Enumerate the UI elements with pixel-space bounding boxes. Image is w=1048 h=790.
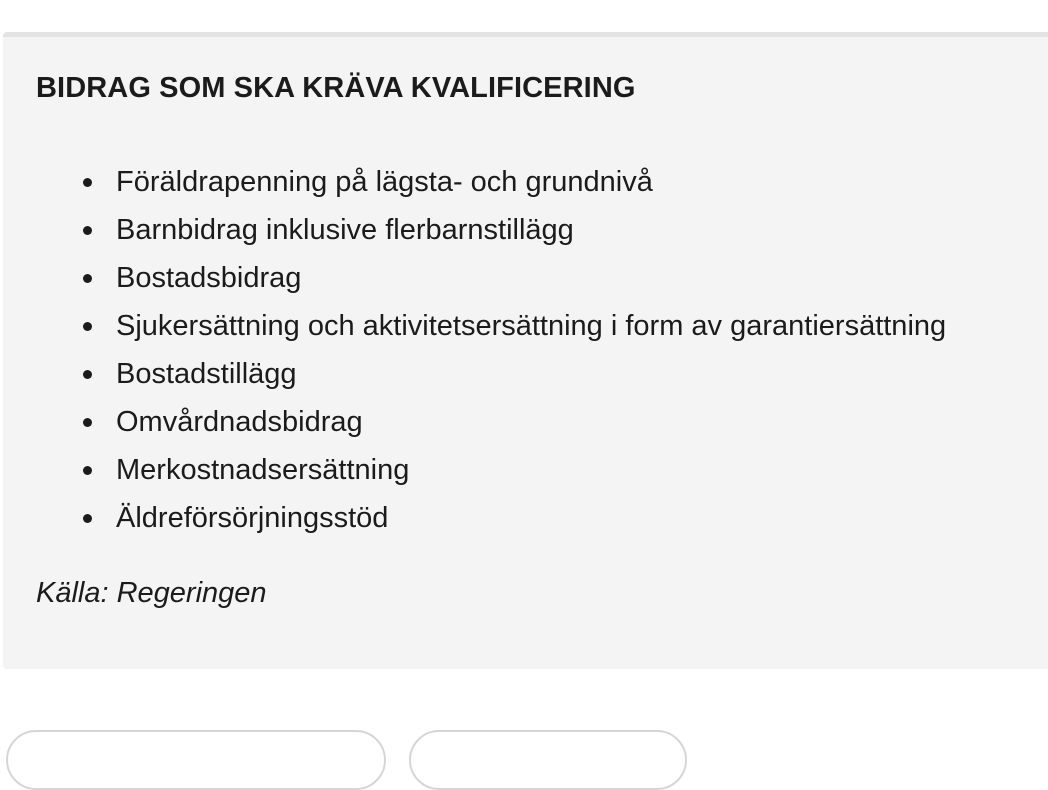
bullet-icon: [83, 274, 92, 283]
bullet-icon: [83, 322, 92, 331]
list-item: [3, 254, 946, 302]
bullet-icon: [83, 466, 92, 475]
bullet-icon: [83, 226, 92, 235]
list-item-label: Föräldrapenning på lägsta- och grundnivå: [116, 166, 653, 198]
list-item: [3, 302, 946, 350]
list-item-label: Sjukersättning och aktivitetsersättning i form av garantiersättning: [116, 310, 947, 342]
list-item-label: Äldreförsörjningsstöd: [116, 502, 389, 534]
tag-chip-button[interactable]: [409, 730, 687, 790]
bullet-icon: [83, 418, 92, 427]
list-item: [3, 350, 946, 398]
list-item-label: Barnbidrag inklusive flerbarnstillägg: [116, 214, 574, 246]
list-item-label: Bostadsbidrag: [116, 262, 302, 294]
list-item-label: Bostadstillägg: [116, 358, 297, 390]
factbox: [3, 32, 1048, 669]
bullet-icon: [83, 514, 92, 523]
tag-chip-button[interactable]: [6, 730, 386, 790]
list-item: [3, 494, 946, 542]
list-item: [3, 158, 946, 206]
list-item-label: Merkostnadsersättning: [116, 454, 410, 486]
bullet-icon: [83, 370, 92, 379]
list-item: [3, 206, 946, 254]
list-item-label: Omvårdnadsbidrag: [116, 406, 363, 438]
bullet-icon: [83, 178, 92, 187]
list-item: [3, 446, 946, 494]
list-item: [3, 398, 946, 446]
source-credit: Källa: Regeringen: [36, 577, 267, 609]
factbox-title: BIDRAG SOM SKA KRÄVA KVALIFICERING: [36, 72, 636, 104]
benefit-list: [3, 158, 946, 542]
